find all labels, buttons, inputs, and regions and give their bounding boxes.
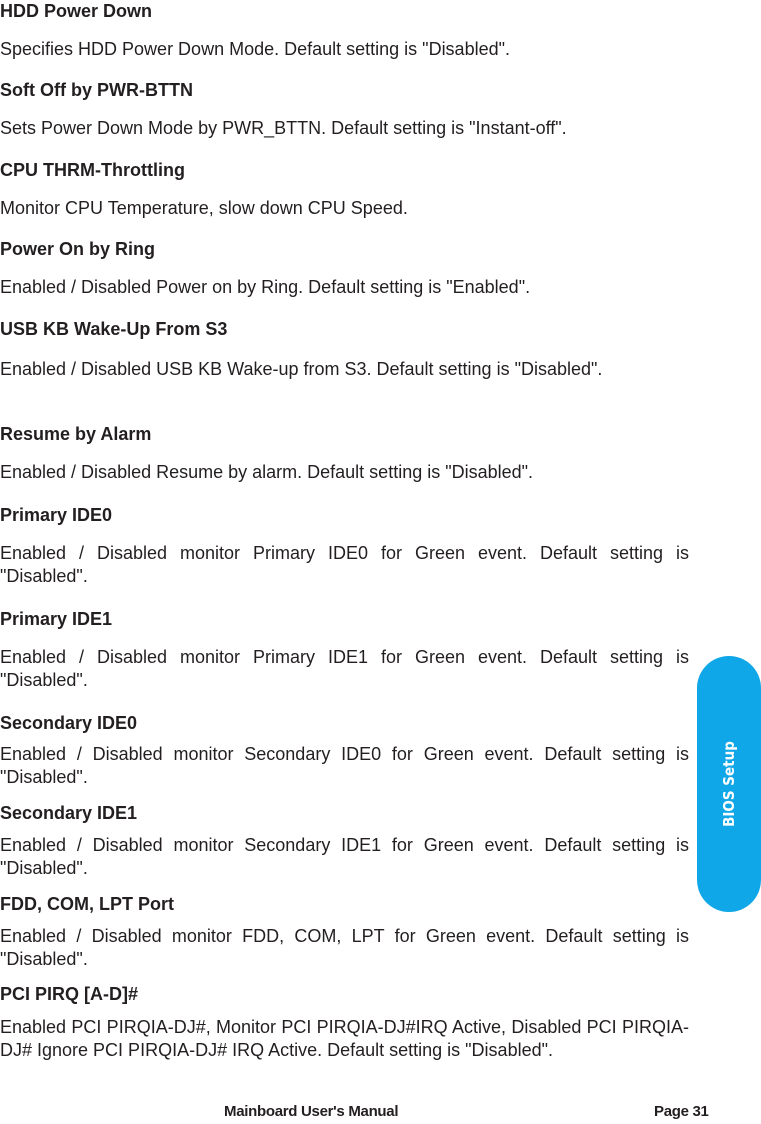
section-description: Specifies HDD Power Down Mode. Default setting is "Disabled".: [0, 39, 510, 59]
footer-page-number: Page 31: [654, 1103, 709, 1120]
side-tab-label: BIOS Setup: [720, 741, 738, 827]
section-fdd-com-lpt-port: [0, 893, 689, 969]
section-heading: FDD, COM, LPT Port: [0, 894, 174, 914]
section-description: Monitor CPU Temperature, slow down CPU Speed.: [0, 198, 408, 218]
section-description: Enabled / Disabled Resume by alarm. Default setting is "Disabled".: [0, 462, 534, 482]
section-heading: Primary IDE1: [0, 609, 113, 629]
section-secondary-ide0: [0, 712, 689, 787]
section-primary-ide0: [0, 504, 689, 586]
section-description: Enabled / Disabled monitor Primary IDE1 for Green event. Default setting is "Disabled".: [0, 647, 689, 690]
section-description: Enabled PCI PIRQIA-DJ#, Monitor PCI PIRQIA-DJ#IRQ Active, Disabled PCI PIRQIA-DJ# Ignore PCI PIRQIA-DJ# IRQ Active. Default setting is "Disabled".: [0, 1017, 689, 1060]
section-pci-pirq: [0, 983, 689, 1060]
section-heading: Secondary IDE0: [0, 713, 138, 733]
section-heading: HDD Power Down: [0, 1, 153, 21]
section-description: Enabled / Disabled USB KB Wake-up from S3. Default setting is "Disabled".: [0, 359, 603, 379]
footer-manual-title: Mainboard User's Manual: [224, 1103, 399, 1120]
section-heading: PCI PIRQ [A-D]#: [0, 984, 139, 1004]
section-cpu-thrm-throttling: [0, 159, 689, 218]
bios-setup-side-tab: [697, 656, 761, 912]
section-heading: Power On by Ring: [0, 239, 156, 259]
section-soft-off-by-pwr-bttn: [0, 79, 689, 138]
section-description: Enabled / Disabled monitor Secondary IDE0 for Green event. Default setting is "Disabled".: [0, 744, 689, 787]
section-description: Enabled / Disabled monitor Primary IDE0 for Green event. Default setting is "Disabled".: [0, 543, 689, 586]
section-description: Enabled / Disabled Power on by Ring. Default setting is "Enabled".: [0, 277, 531, 297]
section-description: Enabled / Disabled monitor FDD, COM, LPT for Green event. Default setting is "Disabled".: [0, 926, 689, 969]
section-hdd-power-down: [0, 0, 689, 59]
section-secondary-ide1: [0, 802, 689, 878]
section-usb-kb-wake-up: [0, 318, 689, 379]
section-description: Sets Power Down Mode by PWR_BTTN. Default setting is "Instant-off".: [0, 118, 567, 138]
section-heading: Soft Off by PWR-BTTN: [0, 80, 193, 100]
section-description: Enabled / Disabled monitor Secondary IDE1 for Green event. Default setting is "Disabled".: [0, 835, 689, 878]
section-primary-ide1: [0, 608, 689, 690]
section-heading: Resume by Alarm: [0, 424, 152, 444]
section-heading: CPU THRM-Throttling: [0, 160, 185, 180]
section-resume-by-alarm: [0, 423, 689, 482]
section-heading: Secondary IDE1: [0, 803, 138, 823]
section-heading: Primary IDE0: [0, 505, 113, 525]
section-power-on-by-ring: [0, 238, 689, 297]
section-heading: USB KB Wake-Up From S3: [0, 319, 228, 339]
